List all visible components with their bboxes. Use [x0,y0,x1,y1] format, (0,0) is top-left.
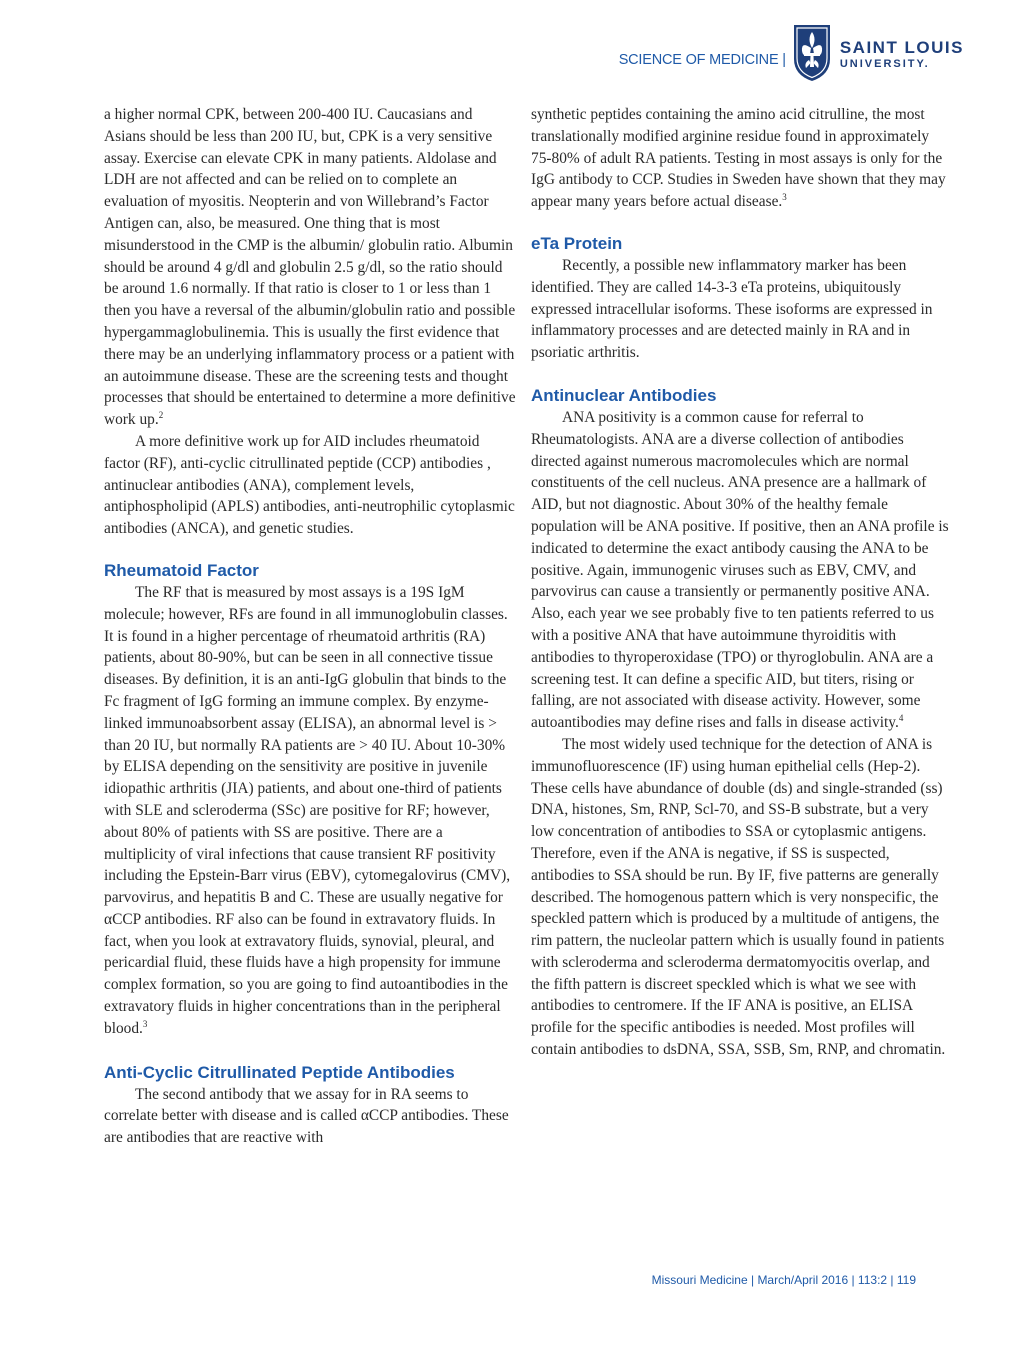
reference-marker: 2 [158,410,164,421]
paragraph-anti-ccp: The second antibody that we assay for in RA seems to correlate better with disease and is called αCCP antibodies. These are antibodies that are reactive with [104,1085,509,1147]
paragraph-text: a higher normal CPK, between 200-400 IU. Caucasians and Asians should be less than 200 IU, but, CPK is a very sensitive assay. Exercise can elevate CPK in many patients. Aldolase and LDH are not affected and can be relied on to complete an evaluation of myositis. Neopterin and von Willebrand’s Factor Antigen can, also, be measured. One thing that is most misunderstood in the CMP is the albumin/ globulin ratio. Albumin should be around 4 g/dl and globulin 2.5 g/dl, so the ratio should be around 1.6 normally. If that ratio is closer to 1 or less than 1 then you have a reversal of the albumin/globulin ratio and possible hypergammaglobulinemia. This is usually the first evidence that there may be an underlying inflammatory process or a patient with an autoimmune disease. These are the screening tests and thought processes that should be entertained to determine a more definitive work up. [104,106,516,429]
paragraph-ana-referral [531,407,949,734]
paragraph-eta-protein: Recently, a possible new inflammatory marker has been identified. They are called 14-3-3 eTa proteins, ubiquitously expressed intracellular isoforms. These isoforms are expressed in inflammatory processes and are detected mainly in RA and in psoriatic arthritis. [531,256,933,362]
heading-rheumatoid-factor: Rheumatoid Factor [104,560,259,580]
page-footer: Missouri Medicine | March/April 2016 | 113:2 | 119 [651,1273,916,1287]
heading-antinuclear-antibodies: Antinuclear Antibodies [531,385,717,405]
paragraph-text: synthetic peptides containing the amino acid citrulline, the most translationally modified arginine residue found in approximately 75-80% of adult RA patients. Testing in most assays is only for the IgG antibody to CCP. Studies in Sweden have shown that they may appear many years before actual disease. [531,106,946,211]
paragraph-citrulline [531,104,949,213]
paragraph-rheumatoid-factor [104,582,516,1040]
logo-line-1: SAINT LOUIS [839,37,964,57]
paragraph-text: The RF that is measured by most assays is a 19S IgM molecule; however, RFs are found in all immunoglobulin classes. It is found in a higher percentage of rheumatoid arthritis (RA) patients, about 80-90%, but can be seen in all connective tissue diseases. By definition, it is an anti-IgG globulin that binds to the Fc fragment of IgG forming an immune complex. By enzyme-linked immunoabsorbent assay (ELISA), an abnormal level is > than 20 IU, but normally RA patients are > 40 IU. About 10-30% by ELISA depending on the sensitivity are positive in juvenile idiopathic arthritis (JIA) patients, and about one-third of patients with SLE and scleroderma (SSc) are positive for RF; however, about 80% of patients with SS are positive. There are a multiplicity of viral infections that cause transient RF positivity including the Epstein-Barr virus (EBV), cytomegalovirus (CMV), parvovirus, and hepatitis B and C. These are usually negative for αCCP antibodies. RF also can be found in extravatory fluids. In fact, when you look at extravatory fluids, synovial, pleural, and pericardial fluid, these fluids have a high propensity for immune complex formation, so you are going to find autoantibodies in the extravatory fluids in higher concentrations than in the peripheral blood. [104,583,511,1037]
paragraph-workup: A more definitive work up for AID includes rheumatoid factor (RF), anti-cyclic citrullinated peptide (CCP) antibodies , antinuclear antibodies (ANA), complement levels, antiphospholipid (APLS) antibodies, anti-neutrophilic cytoplasmic antibodies (ANCA), and genetic studies. [104,432,515,538]
heading-eta-protein: eTa Protein [531,233,623,253]
left-column [104,104,516,1149]
paragraph-ana-detection: The most widely used technique for the detection of ANA is immunofluorescence (IF) using human epithelial cells (Hep-2). These cells have abundance of double (ds) and single-stranded (ss) DNA, histones, Sm, RNP, Scl-70, and SS-B substrate, but a very low concentration of antibodies to SSA or cytoplasmic antigens. Therefore, even if the ANA is negative, if SS is suspected, antibodies to SSA should be run. By IF, five patterns are generally described. The homogenous pattern which is very nonspecific, the speckled pattern which is produced by a multitude of antigens, the rim pattern, the nucleolar pattern which is usually found in patients with scleroderma and scleroderma dermatomyocitis overlap, and the fifth pattern is discreet speckled which is what we see with antibodies to centromere. If the IF ANA is positive, an ELISA profile for the specific antibodies is needed. Most profiles will contain antibodies to dsDNA, SSA, SSB, Sm, RNP, and chromatin. [531,735,946,1059]
page-header [619,18,964,88]
paragraph-cpk [104,104,516,431]
logo-wordmark [840,39,964,70]
reference-marker: 4 [898,713,904,724]
section-label: SCIENCE OF MEDICINE | [618,52,786,68]
reference-marker: 3 [142,1018,148,1029]
university-logo [792,23,964,83]
right-column [531,104,949,1061]
reference-marker: 3 [782,192,787,203]
logo-line-2: UNIVERSITY. [839,57,930,70]
paragraph-text: ANA positivity is a common cause for referral to Rheumatologists. ANA are a diverse collection of antibodies directed against numerous macromolecules which are normal constituents of the cell nucleus. ANA presence are a hallmark of AID, but not diagnostic. About 30% of the healthy female population will be ANA positive. If positive, then an ANA profile is indicated to determine the exact antibody causing the ANA to be positive. Again, immunogenic viruses such as EBV, CMV, and parvovirus can cause a transiently or permanently positive ANA. Also, each year we see probably five to ten patients referred to us with a positive ANA that have autoimmune thyroiditis with antibodies to thyroperoxidase (TPO) or thyroglobulin. ANA are a screening test. It can define a specific AID, but titers, rising or falling, are not associated with disease activity. However, some autoantibodies may define rises and falls in disease activity. [531,408,949,732]
fleur-de-lis-shield-icon [792,23,832,83]
heading-anti-ccp: Anti-Cyclic Citrullinated Peptide Antibodies [104,1062,455,1082]
